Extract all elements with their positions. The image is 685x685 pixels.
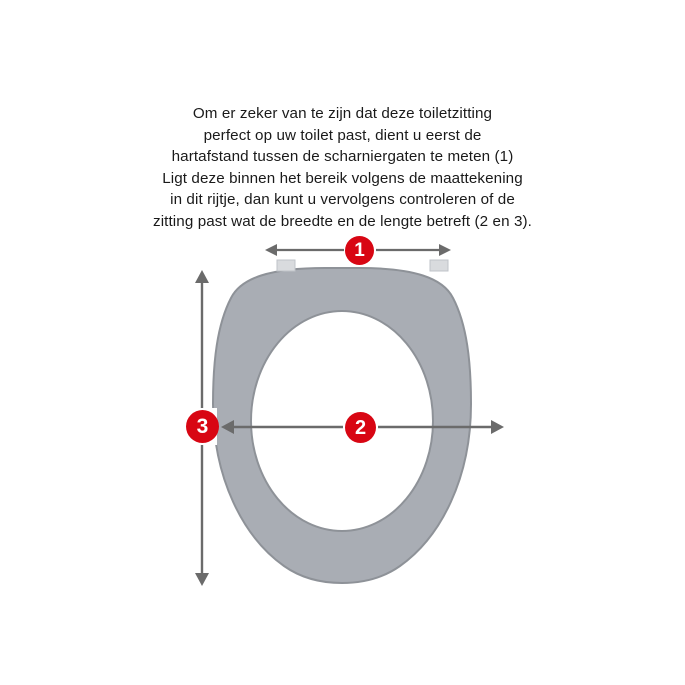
badge-length: 3 xyxy=(186,410,219,443)
instruction-line: Om er zeker van te zijn dat deze toiletzitting xyxy=(192,105,493,122)
instruction-line: Ligt deze binnen het bereik volgens de maattekening xyxy=(162,169,523,187)
toilet-seat-shape xyxy=(213,268,471,583)
instruction-line: hartafstand tussen de scharniergaten te meten (1) xyxy=(171,148,514,165)
instruction-line: perfect op uw toilet past, dient u eerst de xyxy=(203,126,482,144)
badge-hinge-distance: 1 xyxy=(345,236,374,265)
badge-width: 2 xyxy=(345,412,376,443)
instruction-line: in dit rijtje, dan kunt u vervolgens controleren of de xyxy=(170,191,515,208)
instruction-line: zitting past wat de breedte en de lengte betreft (2 en 3). xyxy=(153,212,532,230)
